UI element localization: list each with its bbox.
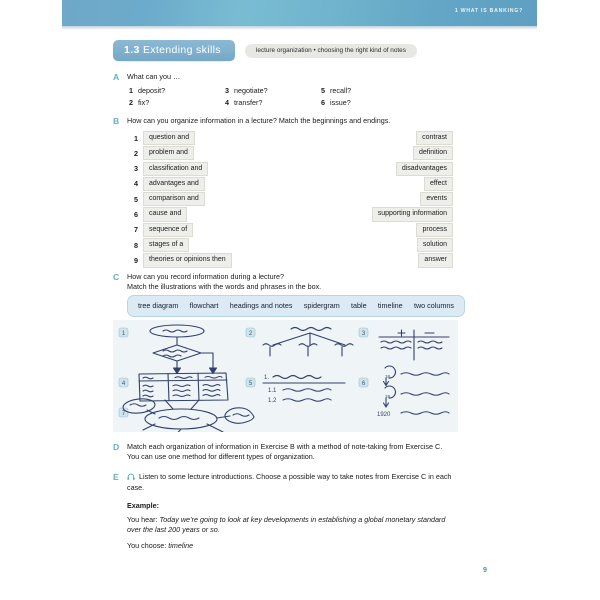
unit-title: Extending skills (142, 44, 221, 56)
table-row (127, 207, 453, 222)
exercise-b-match-rows (127, 130, 453, 268)
beginning-chip[interactable]: cause and (143, 207, 187, 221)
list-item (223, 86, 319, 95)
svg-text:19: 19 (385, 394, 391, 399)
you-hear-label: You hear: (127, 514, 160, 524)
page-header-band (62, 0, 537, 26)
beginning-chip[interactable]: question and (143, 131, 195, 145)
beginning-chip[interactable]: stages of a (143, 238, 189, 252)
row-number: 6 (134, 210, 138, 220)
illustration-table (139, 373, 228, 401)
headphones-icon (127, 473, 135, 483)
word-bank-item[interactable]: two columns (413, 301, 454, 310)
item-text: negotiate? (234, 86, 268, 96)
table-row (127, 176, 453, 191)
table-row (127, 222, 453, 237)
table-row (127, 253, 453, 268)
svg-text:2: 2 (248, 331, 253, 337)
list-item (127, 86, 223, 95)
item-number: 5 (321, 86, 325, 96)
exercise-e-letter: E (113, 472, 119, 482)
svg-text:1.2: 1.2 (268, 398, 277, 404)
beginning-chip[interactable]: comparison and (143, 192, 205, 206)
exercise-c-prompt-line2: Match the illustrations with the words and phrases in the box. (127, 282, 322, 292)
row-number: 4 (134, 179, 138, 189)
ending-chip[interactable]: answer (418, 253, 453, 267)
ending-chip[interactable]: process (416, 223, 453, 237)
row-number: 1 (134, 133, 138, 143)
svg-text:3: 3 (361, 331, 366, 337)
ending-chip[interactable]: definition (413, 146, 453, 160)
row-number: 7 (134, 225, 138, 235)
running-head: 1 WHAT IS BANKING? (454, 8, 523, 14)
you-hear-text: Today we’re going to look at key developments in establishing a global monetary standard over the last 200 years or so. (127, 514, 446, 535)
svg-text:1.1: 1.1 (268, 388, 277, 394)
exercise-a-letter: A (113, 72, 120, 82)
exercise-d (113, 442, 453, 463)
you-choose-label: You choose: (127, 540, 169, 550)
unit-title-pill (113, 40, 235, 61)
svg-text:1.: 1. (264, 375, 270, 381)
beginning-chip[interactable]: theories or opinions then (143, 253, 232, 267)
exercise-b (113, 116, 453, 268)
list-item (127, 98, 223, 107)
row-number: 2 (134, 148, 138, 158)
word-bank-item[interactable]: spidergram (303, 301, 340, 310)
exercise-a-prompt: What can you … (127, 72, 181, 81)
svg-text:18: 18 (385, 374, 391, 379)
exercise-b-prompt: How can you organize information in a lecture? Match the beginnings and endings. (127, 116, 391, 125)
unit-subtitle-pill: lecture organization • choosing the right kind of notes (245, 44, 417, 58)
item-number: 4 (225, 98, 229, 108)
exercise-e-prompt-row (127, 472, 453, 494)
table-row (127, 192, 453, 207)
exercise-a-items (127, 86, 443, 107)
exercise-c-prompt-line1: How can you record information during a lecture? (127, 272, 285, 281)
example-label: Example: (127, 500, 159, 510)
item-text: transfer? (234, 98, 263, 108)
illustration-marker-6 (359, 378, 368, 387)
table-row (127, 161, 453, 176)
page-number: 9 (483, 565, 487, 574)
illustration-two-columns (379, 330, 449, 360)
illustration-tree-diagram (263, 328, 353, 357)
word-bank-box (127, 295, 465, 317)
table-row (127, 238, 453, 253)
you-choose-text: timeline (168, 540, 194, 550)
ending-chip[interactable]: events (420, 192, 453, 206)
table-row (127, 146, 453, 161)
svg-text:1: 1 (121, 331, 126, 337)
beginning-chip[interactable]: sequence of (143, 223, 193, 237)
ending-chip[interactable]: supporting information (372, 207, 453, 221)
illustration-marker-5 (246, 378, 255, 387)
you-choose-line (127, 541, 453, 551)
row-number: 8 (134, 240, 138, 250)
exercise-b-letter: B (113, 116, 120, 126)
illustration-marker-1 (119, 328, 128, 337)
exercise-c-letter: C (113, 272, 120, 282)
illustration-marker-2 (246, 328, 255, 337)
word-bank-item[interactable]: table (351, 301, 367, 310)
you-hear-line (127, 515, 453, 536)
beginning-chip[interactable]: problem and (143, 146, 194, 160)
ending-chip[interactable]: effect (424, 177, 453, 191)
row-number: 9 (134, 255, 138, 265)
note-method-illustrations (113, 320, 458, 432)
illustration-marker-3 (359, 328, 368, 337)
table-row (127, 130, 453, 145)
item-number: 2 (129, 98, 133, 108)
illustration-marker-4 (119, 378, 128, 387)
item-text: fix? (138, 98, 150, 108)
beginning-chip[interactable]: classification and (143, 162, 208, 176)
ending-chip[interactable]: disadvantages (396, 162, 453, 176)
item-text: issue? (330, 98, 351, 108)
item-text: recall? (330, 86, 352, 96)
item-number: 1 (129, 86, 133, 96)
list-item (319, 86, 415, 95)
unit-title-row (113, 40, 417, 61)
illustration-headings-and-notes (263, 375, 345, 404)
illustration-flowchart (150, 325, 217, 374)
row-number: 3 (134, 164, 138, 174)
word-bank-item[interactable]: tree diagram (138, 301, 179, 310)
list-item (223, 98, 319, 107)
exercise-d-letter: D (113, 442, 120, 452)
ending-chip[interactable]: contrast (416, 131, 453, 145)
item-text: deposit? (138, 86, 166, 96)
exercise-a (113, 72, 443, 107)
exercise-e-prompt: Listen to some lecture introductions. Choose a possible way to take notes from Exercise C in each case. (127, 472, 452, 493)
unit-number: 1.3 (124, 44, 140, 56)
svg-text:5: 5 (248, 381, 253, 387)
ending-chip[interactable]: solution (417, 238, 453, 252)
svg-text:4: 4 (121, 381, 126, 387)
illustration-timeline (377, 366, 449, 418)
row-number: 5 (134, 194, 138, 204)
exercise-d-prompt: Match each organization of information in Exercise B with a method of note-taking from Exercise C. You can use one method for different types of organization. (127, 442, 443, 462)
svg-text:1920: 1920 (377, 412, 391, 418)
illustration-panel (113, 320, 458, 432)
svg-text:6: 6 (361, 381, 366, 387)
word-bank-item[interactable]: headings and notes (229, 301, 293, 310)
list-item (319, 98, 415, 107)
illustration-spidergram (122, 397, 254, 432)
item-number: 6 (321, 98, 325, 108)
exercise-e (113, 472, 453, 551)
beginning-chip[interactable]: advantages and (143, 177, 205, 191)
exercise-c (113, 272, 458, 293)
word-bank-item[interactable]: timeline (377, 301, 403, 310)
item-number: 3 (225, 86, 229, 96)
svg-text:7: 7 (121, 411, 126, 417)
word-bank-item[interactable]: flowchart (189, 301, 219, 310)
